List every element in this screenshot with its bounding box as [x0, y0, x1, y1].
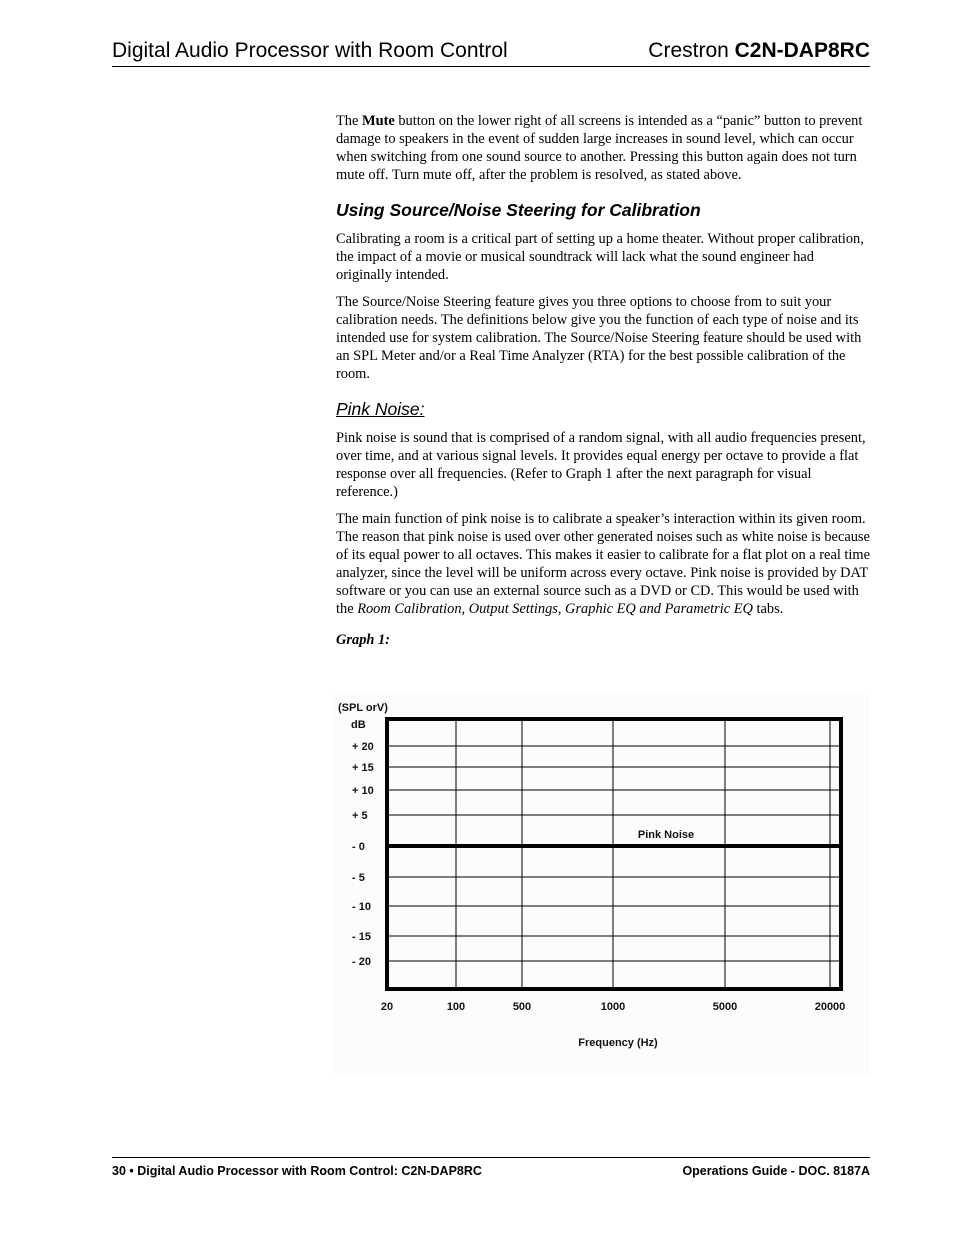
paragraph-pink-noise-function [336, 510, 872, 618]
y-tick-label: - 5 [352, 872, 365, 884]
page-footer [112, 1157, 870, 1178]
x-tick-label: 20000 [814, 1001, 846, 1013]
mute-term: Mute [361, 113, 395, 129]
x-tick-label: 1000 [600, 1001, 626, 1013]
y-tick-label: - 15 [352, 931, 371, 943]
x-tick-label: 500 [512, 1001, 532, 1013]
y-tick-label: + 5 [352, 810, 368, 822]
subsection-heading: Pink Noise: [336, 399, 425, 419]
y-tick-label: + 20 [352, 741, 374, 753]
y-tick-label: + 10 [352, 785, 374, 797]
paragraph-steering: The Source/Noise Steering feature gives you three options to choose from to suit your calibration needs. The definitions below give you the function of each type of noise and its intended use for system calibration. The Source/Noise Steering feature should be used with an SPL Meter and/or a Real Time Analyzer (RTA) for the best possible calibration of the room. [336, 294, 862, 382]
pink-noise-chart [334, 690, 870, 1076]
tab-names: Room Calibration, Output Settings, Graphic EQ and Parametric EQ [357, 601, 753, 617]
header-product [648, 39, 870, 63]
paragraph-mute [336, 112, 872, 184]
y-tick-label: + 15 [352, 762, 374, 774]
paragraph-text: button on the lower right of all screens is intended as a “panic” button to prevent damage to speakers in the event of sudden large increases in sound level, which can occur when switching from one sound source to another. Pressing this button again does not turn mute off. Turn mute off, after the problem is resolved, as stated above. [336, 113, 863, 183]
footer-page-info: 30 • Digital Audio Processor with Room Control: C2N-DAP8RC [112, 1164, 482, 1178]
header-brand: Crestron [648, 39, 735, 62]
plot-frame [387, 719, 841, 989]
x-tick-label: 20 [380, 1001, 394, 1013]
y-tick-label: - 10 [352, 901, 371, 913]
footer-doc-id: Operations Guide - DOC. 8187A [682, 1164, 870, 1178]
header-model: C2N-DAP8RC [734, 39, 870, 62]
paragraph-text: The main function of pink noise is to calibrate a speaker’s interaction within its given room. The reason that pink noise is used over other generated noises such as white noise is because of its equal power to all octaves. This makes it easier to calibrate for a flat plot on a real time analyzer, since the level will be uniform across every octave. Pink noise is provided by DAT software or you can use an external source such as a DVD or CD. This would be used with the [336, 511, 870, 617]
paragraph-pink-noise-definition: Pink noise is sound that is comprised of a random signal, with all audio frequencies present, over time, and at various signal levels. It provides equal energy per octave to provide a flat response over all frequencies. (Refer to Graph 1 after the next paragraph for visual reference.) [336, 430, 866, 500]
graph-1 [334, 690, 870, 1076]
x-tick-label: 100 [446, 1001, 466, 1013]
graph-label: Graph 1: [336, 632, 390, 648]
paragraph-text: The [336, 113, 362, 129]
x-axis-label: Frequency (Hz) [578, 1037, 658, 1049]
paragraph-calibration: Calibrating a room is a critical part of setting up a home theater. Without proper calibration, the impact of a movie or musical soundtrack will lack what the sound engineer had originally intended. [336, 231, 864, 283]
y-tick-label: - 20 [352, 956, 371, 968]
page-header [112, 38, 870, 67]
y-axis-label: dB [351, 719, 366, 731]
main-content [336, 112, 872, 649]
paragraph-text: tabs. [752, 601, 784, 617]
section-heading: Using Source/Noise Steering for Calibration [336, 200, 701, 220]
y-tick-label: - 0 [352, 841, 365, 853]
series-label: Pink Noise [637, 829, 695, 841]
y-unit-label: (SPL orV) [338, 702, 388, 714]
x-tick-label: 5000 [712, 1001, 738, 1013]
header-title: Digital Audio Processor with Room Control [112, 39, 508, 62]
